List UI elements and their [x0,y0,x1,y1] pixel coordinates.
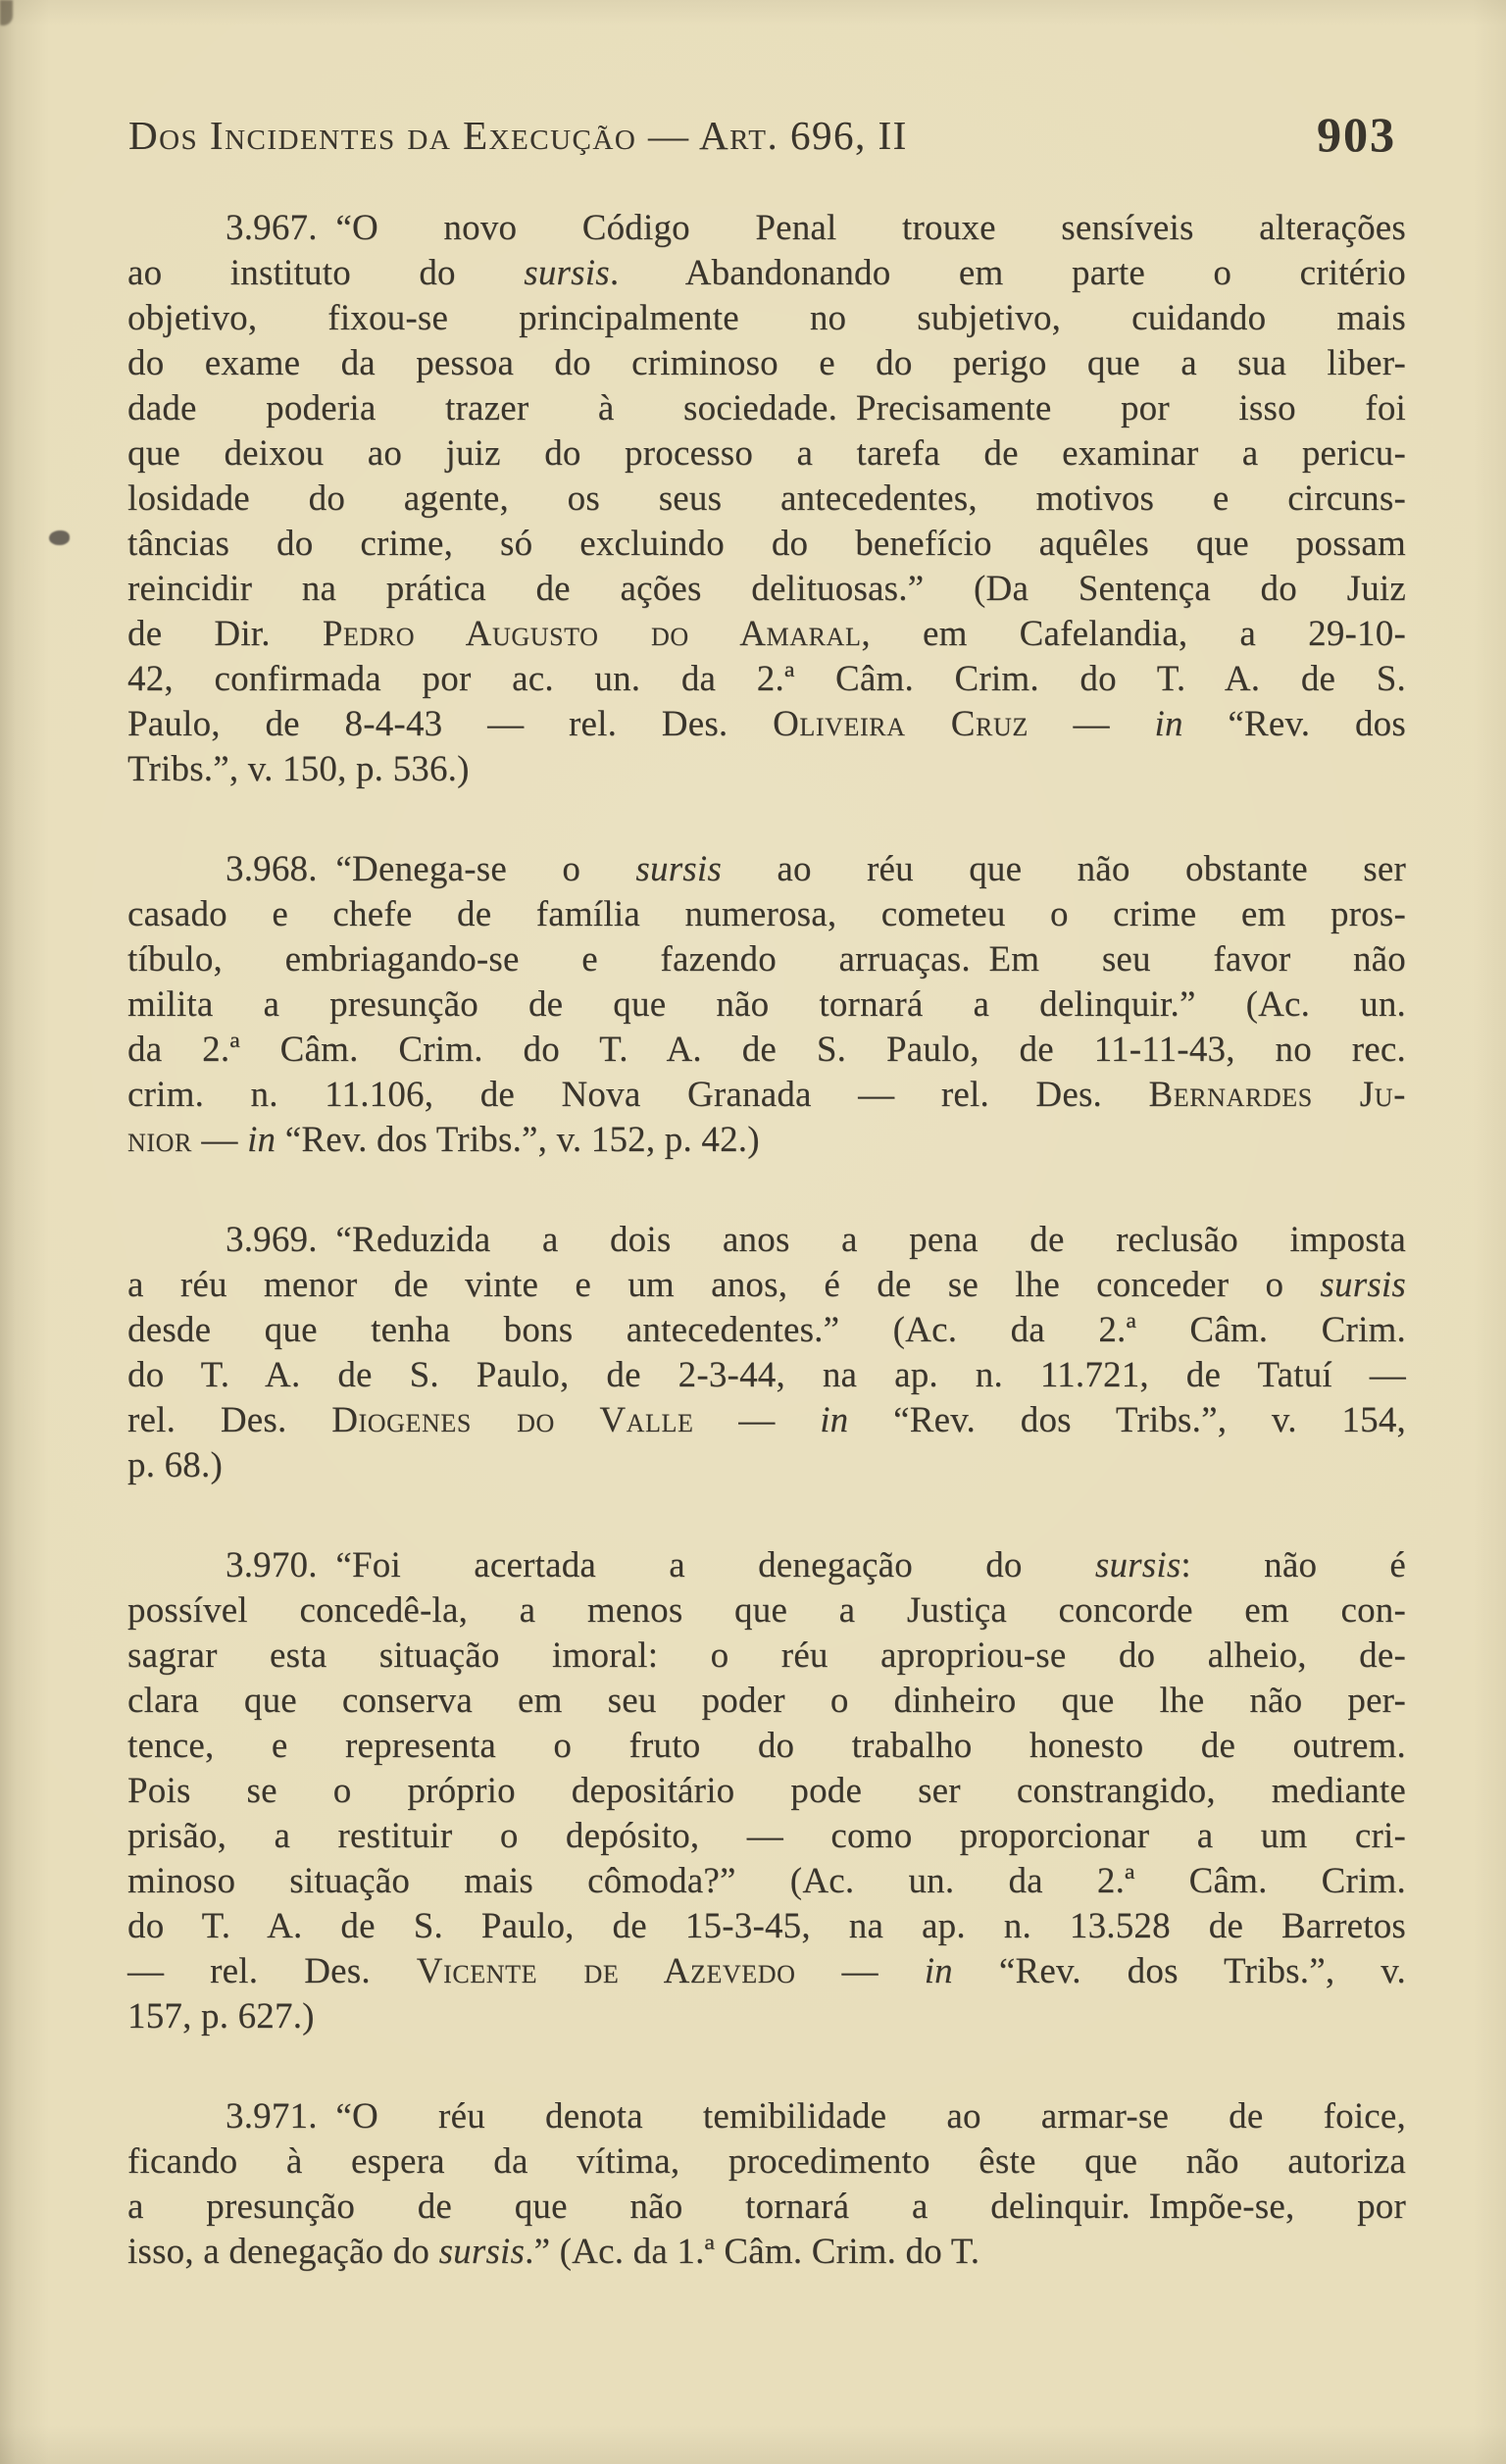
text-block [127,206,1406,2275]
text-run: crim. n. 11.106, de Nova Granada — rel. Des. [127,1075,1149,1115]
italic-run: sursis [1320,1265,1406,1305]
text-line [127,477,1406,522]
text-run: losidade do agente, os seus antecedentes, motivos e circuns- [127,478,1406,519]
italic-run: in [820,1400,849,1440]
text-line [127,2230,1406,2275]
text-run: do exame da pessoa do criminoso e do perigo que a sua liber- [127,343,1406,383]
ink-speck [49,530,70,545]
smallcaps-run: Diogenes do Valle [331,1400,694,1440]
text-line [127,206,1406,251]
text-line [127,1949,1406,1994]
text-line [127,1398,1406,1443]
text-run: prisão, a restituir o depósito, — como proporcionar a um cri- [127,1816,1406,1856]
text-run: objetivo, fixou-se principalmente no subjetivo, cuidando mais [127,298,1406,338]
text-run: do T. A. de S. Paulo, de 15-3-45, na ap. n. 13.528 de Barretos [127,1906,1406,1946]
text-run: dade poderia trazer à sociedade. Precisamente por isso foi [127,388,1406,428]
text-line [127,1443,1406,1488]
text-run: — [1028,704,1155,744]
text-run: p. 68.) [127,1445,223,1485]
text-line [127,1634,1406,1679]
scan-gutter-shadow [0,0,51,2464]
text-run: Tribs.”, v. 150, p. 536.) [127,749,470,789]
text-line [127,1308,1406,1353]
text-run: casado e chefe de família numerosa, cometeu o crime em pros- [127,894,1406,934]
text-run: — [795,1951,925,1991]
text-line [127,522,1406,567]
smallcaps-run: Vicente de Azevedo [416,1951,796,1991]
text-line [127,1118,1406,1163]
text-run: .” (Ac. da 1.ª Câm. Crim. do T. [525,2232,980,2272]
text-line [127,2139,1406,2185]
text-run: isso, a denegação do [127,2232,439,2272]
text-line [127,1073,1406,1118]
text-run: 3.970. “Foi acertada a denegação do [226,1545,1095,1585]
paragraph-3970 [127,1543,1406,2039]
text-run: que deixou ao juiz do processo a tarefa de examinar a pericu- [127,433,1406,474]
text-run: reincidir na prática de ações delituosas.” (Da Sentença do Juiz [127,569,1406,609]
text-line [127,747,1406,792]
text-run: Pois se o próprio depositário pode ser constrangido, mediante [127,1771,1406,1811]
text-run: 3.967. “O novo Código Penal trouxe sensíveis alterações [226,208,1406,248]
text-run: “Rev. dos Tribs.”, v. [952,1951,1406,1991]
text-run: da 2.ª Câm. Crim. do T. A. de S. Paulo, de 11-11-43, no rec. [127,1030,1406,1070]
text-run: 42, confirmada por ac. un. da 2.ª Câm. Crim. do T. A. de S. [127,659,1406,699]
text-run: 3.968. “Denega-se o [226,849,636,889]
text-line [127,1679,1406,1724]
text-run: . Abandonando em parte o critério [609,253,1406,293]
text-run: sagrar esta situação imoral: o réu apropriou-se do alheio, de- [127,1635,1406,1676]
text-run: de Dir. [127,614,323,654]
text-line [127,657,1406,702]
text-run: Paulo, de 8-4-43 — rel. Des. [127,704,774,744]
text-run: — [191,1120,248,1160]
text-run: desde que tenha bons antecedentes.” (Ac. da 2.ª Câm. Crim. [127,1310,1406,1350]
text-line [127,1028,1406,1073]
italic-run: in [1154,704,1183,744]
text-line [127,702,1406,747]
text-line [127,892,1406,937]
text-run: a réu menor de vinte e um anos, é de se lhe conceder o [127,1265,1321,1305]
text-run: rel. Des. [127,1400,332,1440]
text-line [127,1994,1406,2039]
smallcaps-run: Pedro Augusto do Amaral [322,614,862,654]
text-run: — rel. Des. [127,1951,417,1991]
text-line [127,982,1406,1028]
text-line [127,431,1406,477]
text-line [127,1769,1406,1814]
text-line [127,1904,1406,1949]
text-line [127,341,1406,386]
smallcaps-run: Bernardes Ju- [1148,1075,1406,1115]
text-line [127,2094,1406,2139]
text-line [127,386,1406,431]
text-line [127,2185,1406,2230]
text-line [127,1588,1406,1634]
text-line [127,847,1406,892]
paragraph-3967 [127,206,1406,792]
smallcaps-run: Oliveira Cruz [773,704,1029,744]
text-line [127,296,1406,341]
text-run: “Rev. dos Tribs.”, v. 152, p. 42.) [276,1120,760,1160]
text-run: do T. A. de S. Paulo, de 2-3-44, na ap. n. 11.721, de Tatuí — [127,1355,1406,1395]
text-run: milita a presunção de que não tornará a delinquir.” (Ac. un. [127,984,1406,1025]
text-line [127,612,1406,657]
text-run: : não é [1180,1545,1406,1585]
text-run: “Rev. dos Tribs.”, v. 154, [848,1400,1406,1440]
running-title: Dos Incidentes da Execução — Art. 696, II [128,113,908,158]
text-line [127,1263,1406,1308]
text-line [127,1218,1406,1263]
text-run: — [693,1400,821,1440]
text-line [127,1543,1406,1588]
text-line [127,567,1406,612]
text-run: 3.971. “O réu denota temibilidade ao armar-se de foice, [226,2096,1406,2137]
text-line [127,1814,1406,1859]
italic-run: sursis [635,849,722,889]
page-number: 903 [1317,107,1396,162]
text-run: possível concedê-la, a menos que a Justiça concorde em con- [127,1590,1406,1631]
text-run: clara que conserva em seu poder o dinheiro que lhe não per- [127,1681,1406,1721]
text-run: “Rev. dos [1182,704,1406,744]
italic-run: in [247,1120,276,1160]
paragraph-3969 [127,1218,1406,1488]
text-run: minoso situação mais cômoda?” (Ac. un. da 2.ª Câm. Crim. [127,1861,1406,1901]
text-run: tence, e representa o fruto do trabalho honesto de outrem. [127,1726,1406,1766]
text-run: 3.969. “Reduzida a dois anos a pena de reclusão imposta [226,1220,1406,1260]
text-line [127,251,1406,296]
text-run: ao réu que não obstante ser [721,849,1406,889]
text-line [127,937,1406,982]
text-run: 157, p. 627.) [127,1996,315,2037]
text-run: tíbulo, embriagando-se e fazendo arruaças. Em seu favor não [127,939,1406,980]
italic-run: sursis [524,253,610,293]
scan-corner-mark [0,0,13,25]
paragraph-3971 [127,2094,1406,2275]
text-run: tâncias do crime, só excluindo do benefício aquêles que possam [127,524,1406,564]
italic-run: sursis [438,2232,526,2272]
italic-run: in [924,1951,953,1991]
paragraph-3968 [127,847,1406,1163]
italic-run: sursis [1094,1545,1181,1585]
text-line [127,1859,1406,1904]
text-run: ficando à espera da vítima, procedimento êste que não autoriza [127,2141,1406,2182]
smallcaps-run: nior [127,1120,192,1160]
text-run: ao instituto do [127,253,525,293]
text-run: , em Cafelandia, a 29-10- [861,614,1406,654]
text-line [127,1353,1406,1398]
text-run: a presunção de que não tornará a delinquir. Impõe-se, por [127,2187,1406,2227]
page-header [128,107,1408,162]
text-line [127,1724,1406,1769]
